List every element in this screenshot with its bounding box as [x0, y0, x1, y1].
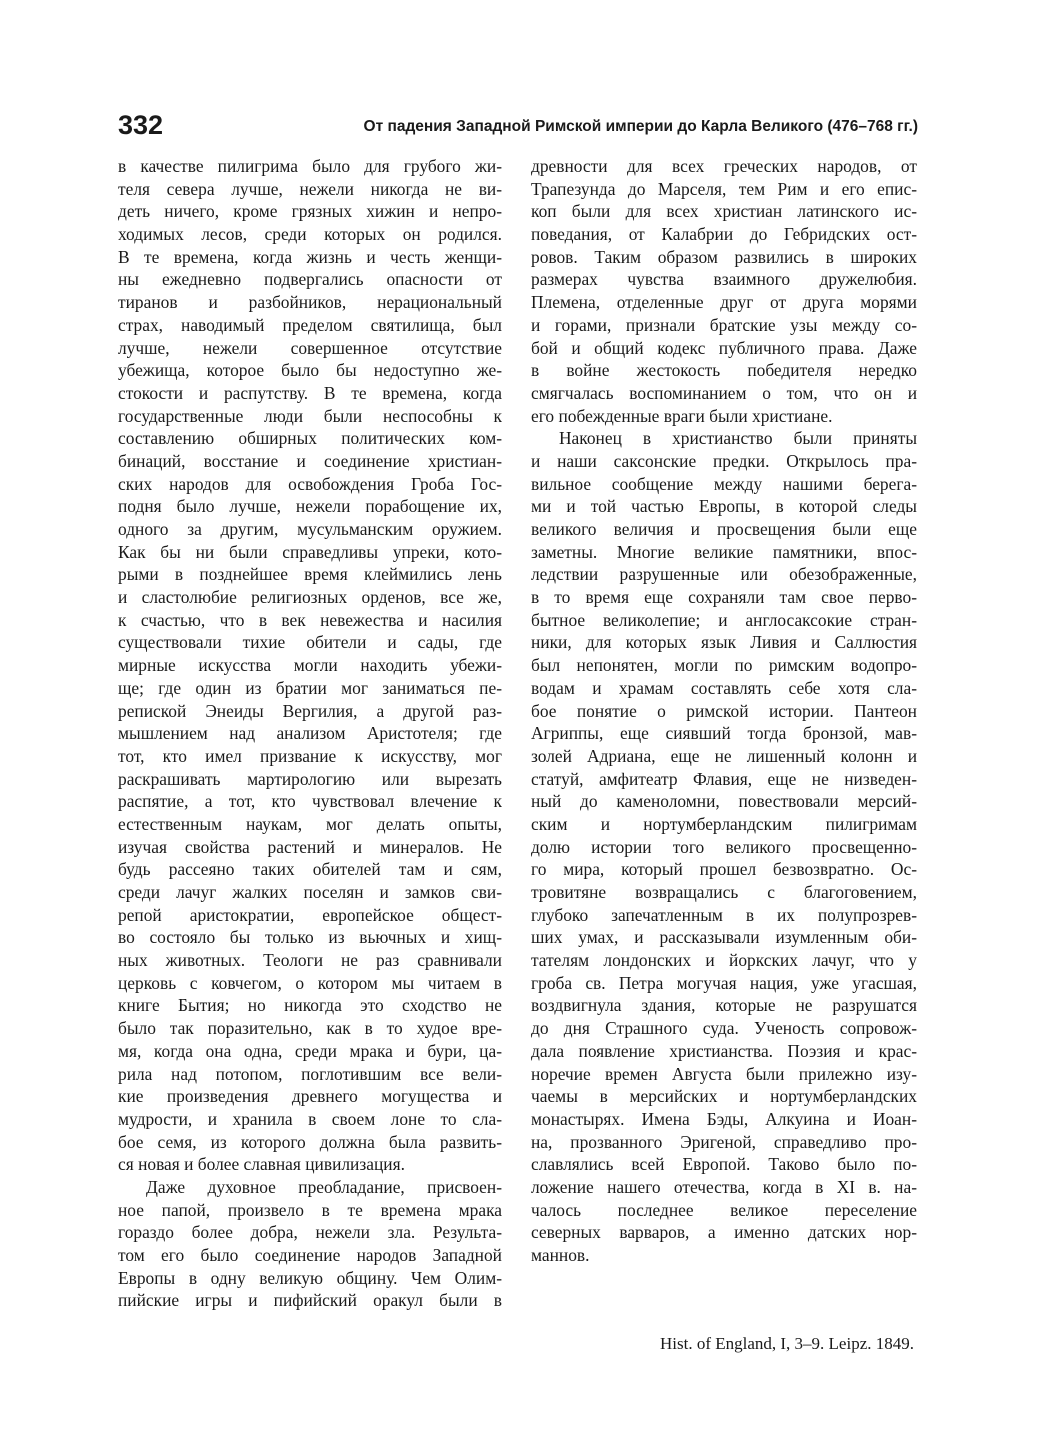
text-line: гроба св. Петра могучая нация, уже угасшая,: [531, 972, 917, 993]
text-line: ским и нортумберландским пилигримам: [531, 813, 917, 834]
text-line: Как бы ни были справедливы упреки, кото-: [118, 541, 502, 562]
text-line: ный до каменоломни, повествовали мерсий-: [531, 791, 917, 812]
text-line: В те времена, когда жизнь и честь женщи-: [118, 246, 502, 267]
text-line: чалось последнее великое переселение: [531, 1199, 917, 1220]
source-citation: Hist. of England, I, 3–9. Leipz. 1849.: [659, 1334, 914, 1353]
text-line: тот, кто имел призвание к искусству, мог: [118, 745, 502, 766]
text-line: его побежденные враги были христиане.: [531, 405, 833, 426]
text-line: во состояло бы только из вьючных и хищ-: [118, 927, 502, 948]
text-line: одного за другим, мусульманским оружием.: [118, 519, 502, 539]
running-title: От падения Западной Римской империи до Карла Великого (476–768 гг.): [363, 118, 918, 135]
text-line: в то время еще сохраняли там свое перво-: [531, 587, 917, 608]
text-line: размерах чувства взаимного дружелюбия.: [531, 269, 917, 290]
text-line: северных варваров, а именно датских нор-: [531, 1222, 917, 1243]
text-line: воздвигнула здания, которые не разрушатся: [531, 995, 917, 1016]
text-line: дала появление христианства. Поэзия и крас-: [531, 1040, 917, 1061]
text-line: репой аристократии, европейское общест-: [118, 904, 502, 925]
text-line: книге Бытия; но никогда это сходство не: [118, 995, 502, 1016]
text-line: монастырях. Имена Бэды, Алкуина и Иоан-: [531, 1108, 917, 1129]
text-line: бое семя, из которого должна была развить-: [118, 1131, 502, 1152]
text-line: ще; где один из братии мог заниматься пе-: [118, 677, 502, 698]
text-line: чаемы в мерсийских и нортумберландских: [531, 1086, 917, 1107]
text-line: к счастью, что в век невежества и насилия: [118, 609, 502, 630]
text-line: мирные искусства могли находить убежи-: [118, 655, 502, 676]
text-line: подня было лучше, нежели порабощение их,: [118, 496, 502, 517]
text-line: бое понятие о римской истории. Пантеон: [531, 700, 917, 721]
text-line: кие произведения древнего могущества и: [118, 1086, 502, 1107]
text-line: раскрашивать мартирологию или вырезать: [118, 768, 502, 789]
text-line: лучше, нежели совершенное отсутствие: [118, 337, 502, 358]
text-line: Даже духовное преобладание, присвоен-: [146, 1176, 502, 1197]
page-header: [118, 108, 918, 148]
text-line: ледствии разрушенные или обезображенные,: [531, 564, 917, 585]
text-line: церковь с ковчегом, о котором мы читаем в: [118, 972, 502, 993]
text-line: статуй, амфитеатр Флавия, еще не низведен-: [531, 768, 917, 789]
text-line: государственные люди были неспособны к: [118, 405, 502, 426]
text-line: Агриппы, еще сиявший тогда бронзой, мав-: [531, 723, 917, 744]
text-line: золей Адриана, еще не лишенный колонн и: [531, 745, 917, 766]
text-line: существовали тихие обители и сады, где: [118, 632, 502, 653]
text-line: ники, для которых язык Ливия и Саллюстия: [531, 632, 917, 653]
text-line: ровов. Таким образом развились в широких: [531, 246, 917, 267]
text-line: ных животных. Теологи не раз сравнивали: [118, 950, 502, 971]
text-line: теля севера лучше, нежели никогда не ви-: [118, 178, 502, 199]
text-line: тиранов и разбойников, нерациональный: [118, 292, 502, 313]
text-line: рила над потопом, поглотившим все вели-: [118, 1063, 502, 1084]
text-line: в качестве пилигрима было для грубого жи-: [118, 156, 502, 176]
text-line: мудрости, и хранила в своем лоне то сла-: [118, 1108, 502, 1129]
text-line: среди лачуг жалких поселян и замков сви-: [118, 882, 502, 902]
text-line: Трапезунда до Марселя, тем Рим и его епис-: [531, 178, 917, 199]
text-line: гораздо более добра, нежели зла. Результа-: [118, 1222, 502, 1243]
text-line: го мира, который прошел безвозвратно. Ос-: [531, 859, 917, 880]
text-line: и наши саксонские предки. Открылось пра-: [531, 450, 917, 471]
text-line: естественным наукам, мог делать опыты,: [118, 813, 502, 834]
text-line: в войне жестокость победителя нередко: [531, 360, 917, 381]
text-line: был непонятен, могли по римским водопро-: [531, 655, 917, 676]
text-line: стокости и распутству. В те времена, когда: [118, 382, 502, 403]
text-line: составлению обширных политических ком-: [118, 428, 502, 449]
text-line: репиской Энеиды Вергилия, а другой раз-: [118, 700, 502, 721]
text-line: заметны. Многие великие памятники, впос-: [531, 541, 917, 562]
text-line: деть ничего, кроме грязных хижин и непро-: [118, 201, 502, 222]
text-line: бой и общий кодекс публичного права. Даже: [531, 337, 917, 358]
text-line: ложение нашего отечества, когда в XI в. на-: [531, 1176, 917, 1197]
text-line: и горами, признали братские узы между со-: [531, 314, 917, 335]
text-line: ходимых лесов, среди которых он родился.: [118, 224, 502, 245]
page-number: 332: [118, 110, 164, 140]
text-line: ских народов для освобождения Гроба Гос-: [118, 473, 502, 494]
text-line: норечие времен Августа были прилежно изу-: [531, 1063, 917, 1084]
left-text-column: [118, 155, 502, 1312]
text-line: смягчалась воспоминанием о том, что он и: [531, 382, 917, 403]
text-line: бинаций, восстание и соединение христиан-: [118, 450, 502, 471]
text-line: убежища, которое было бы недоступно же-: [118, 360, 502, 381]
text-line: ших умах, и рассказывали изумленным оби-: [531, 927, 917, 948]
text-line: распятие, а тот, кто чувствовал влечение к: [118, 791, 502, 812]
text-line: и сластолюбие религиозных орденов, все же,: [118, 587, 502, 608]
text-line: было так поразительно, как в то худое вре-: [118, 1018, 502, 1039]
text-line: великого величия и просвещения были еще: [531, 519, 917, 539]
text-line: ное папой, произвело в те времена мрака: [118, 1199, 502, 1220]
text-line: на, прозванного Эригеной, справедливо про-: [531, 1131, 917, 1152]
text-line: бытное великолепие; и англосаксокие стран-: [531, 609, 917, 630]
text-line: Европы в одну великую общину. Чем Олим-: [118, 1267, 502, 1288]
text-line: глубоко запечатленным в их полупрозрев-: [531, 904, 917, 925]
right-text-column: [531, 155, 917, 1267]
text-line: страх, наводимый пределом святилища, был: [118, 314, 502, 335]
text-line: мя, когда она одна, среди мрака и бури, ца-: [118, 1040, 502, 1061]
text-line: древности для всех греческих народов, от: [531, 156, 917, 176]
text-line: до дня Страшного суда. Ученость сопровож-: [531, 1018, 917, 1039]
text-line: маннов.: [531, 1245, 590, 1265]
text-line: коп были для всех христиан латинского ис-: [531, 201, 917, 222]
text-line: ми и той частью Европы, в которой следы: [531, 496, 917, 517]
text-line: долю истории того великого просвещенно-: [531, 836, 917, 857]
text-line: ны ежедневно подвергались опасности от: [118, 269, 502, 290]
text-line: Племена, отделенные друг от друга морями: [531, 292, 917, 313]
text-line: том его было соединение народов Западной: [118, 1245, 502, 1265]
text-line: поведания, от Калабрии до Гебридских ост-: [531, 224, 917, 245]
text-line: мышлением над анализом Аристотеля; где: [118, 723, 502, 744]
text-line: пийские игры и пифийский оракул были в: [118, 1290, 502, 1311]
text-line: Наконец в христианство были приняты: [559, 428, 917, 449]
text-line: ся новая и более славная цивилизация.: [118, 1154, 405, 1175]
text-line: изучая свойства растений и минералов. Не: [118, 836, 502, 857]
text-line: славлялись всей Европой. Таково было по-: [531, 1154, 917, 1175]
text-line: водам и храмам составлять себе хотя сла-: [531, 677, 917, 698]
text-line: вильное сообщение между нашими берега-: [531, 473, 917, 494]
text-line: рыми в позднейшее время клеймились лень: [118, 564, 502, 585]
text-line: будь рассеяно таких обителей там и сям,: [118, 859, 502, 880]
text-line: тателям лондонских и йоркских лачуг, что у: [531, 950, 917, 971]
text-line: тровитяне возвращались с благоговением,: [531, 882, 917, 902]
